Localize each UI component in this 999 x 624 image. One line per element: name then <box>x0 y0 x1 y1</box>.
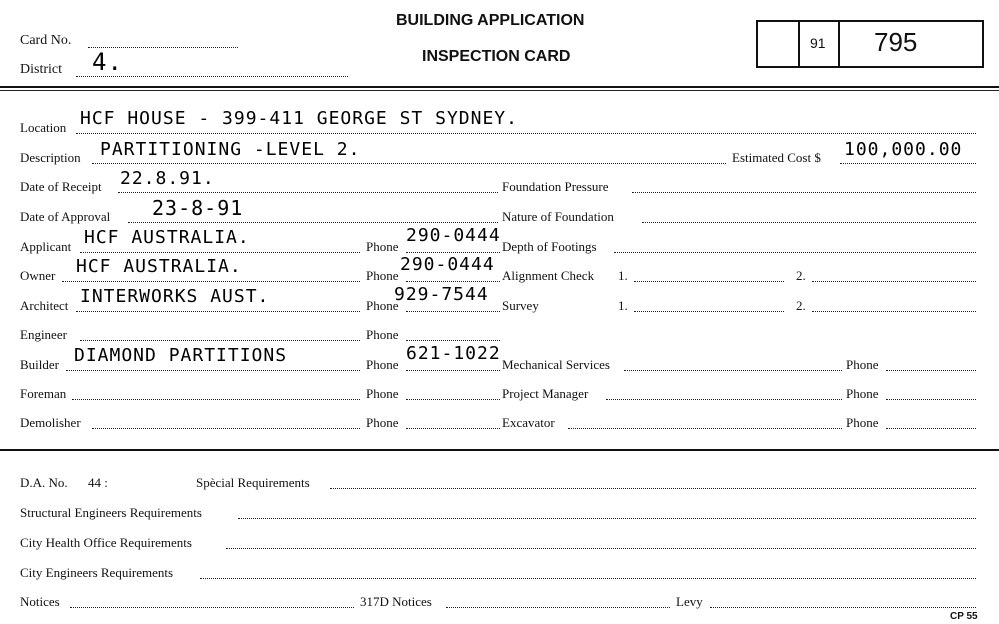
depth-footings-field[interactable] <box>614 252 976 253</box>
alignment-2-label: 2. <box>796 268 806 283</box>
levy-field[interactable] <box>710 607 976 608</box>
demolisher-field[interactable] <box>92 428 360 429</box>
foreman-phone-field[interactable] <box>406 399 500 400</box>
foundation-pressure-label: Foundation Pressure <box>502 179 609 194</box>
architect-phone-value: 929-7544 <box>394 284 489 305</box>
mechanical-phone-label: Phone <box>846 357 879 372</box>
health-field[interactable] <box>226 548 976 549</box>
receipt-value: 22.8.91. <box>120 168 215 189</box>
excavator-field[interactable] <box>568 428 842 429</box>
mechanical-phone-field[interactable] <box>886 370 976 371</box>
da-label: D.A. No. <box>20 475 68 490</box>
card-prefix: 91 <box>810 35 826 51</box>
notices-317d-label: 317D Notices <box>360 594 432 609</box>
location-value: HCF HOUSE - 399-411 GEORGE ST SYDNEY. <box>80 108 518 129</box>
special-label: Spècial Requirements <box>196 475 310 490</box>
card-number-box <box>756 20 984 68</box>
foreman-label: Foreman <box>20 386 67 401</box>
project-manager-label: Project Manager <box>502 386 589 401</box>
form-code: CP 55 <box>950 611 978 622</box>
architect-phone-label: Phone <box>366 298 399 313</box>
card-title-line1: BUILDING APPLICATION <box>396 12 585 29</box>
city-engineers-field[interactable] <box>200 578 976 579</box>
structural-field[interactable] <box>238 518 976 519</box>
city-engineers-label: City Engineers Requirements <box>20 565 174 580</box>
header-divider <box>0 86 999 88</box>
owner-phone-field[interactable] <box>406 281 500 282</box>
receipt-field[interactable] <box>118 192 498 193</box>
card-number: 795 <box>874 27 918 57</box>
da-value: 44 : <box>88 475 108 490</box>
applicant-phone-field[interactable] <box>406 252 500 253</box>
estimated-cost-value: 100,000.00 <box>844 139 963 160</box>
builder-phone-field[interactable] <box>406 370 500 371</box>
structural-label: Structural Engineers Requirements <box>20 505 202 520</box>
district-field[interactable] <box>76 76 348 77</box>
applicant-label: Applicant <box>20 239 72 254</box>
alignment-label: Alignment Check <box>502 268 595 283</box>
demolisher-label: Demolisher <box>20 415 81 430</box>
mechanical-label: Mechanical Services <box>502 357 610 372</box>
alignment-1-label: 1. <box>618 268 628 283</box>
builder-value: DIAMOND PARTITIONS <box>74 345 288 366</box>
requirements-divider <box>0 449 999 451</box>
notices-317d-field[interactable] <box>446 607 670 608</box>
health-label: City Health Office Requirements <box>20 535 192 550</box>
engineer-phone-field[interactable] <box>406 340 500 341</box>
survey-2-field[interactable] <box>812 311 976 312</box>
nature-foundation-label: Nature of Foundation <box>502 209 614 224</box>
foreman-field[interactable] <box>72 399 360 400</box>
applicant-field[interactable] <box>80 252 360 253</box>
mechanical-field[interactable] <box>624 370 842 371</box>
foundation-pressure-field[interactable] <box>632 192 976 193</box>
survey-1-label: 1. <box>618 298 628 313</box>
district-label: District <box>20 62 62 77</box>
nature-foundation-field[interactable] <box>642 222 976 223</box>
owner-phone-value: 290-0444 <box>400 254 495 275</box>
survey-2-label: 2. <box>796 298 806 313</box>
survey-1-field[interactable] <box>634 311 784 312</box>
engineer-field[interactable] <box>80 340 360 341</box>
survey-label: Survey <box>502 298 539 313</box>
excavator-phone-field[interactable] <box>886 428 976 429</box>
project-manager-field[interactable] <box>606 399 842 400</box>
owner-value: HCF AUSTRALIA. <box>76 256 242 277</box>
notices-label: Notices <box>20 594 60 609</box>
description-label: Description <box>20 150 81 165</box>
engineer-phone-label: Phone <box>366 327 399 342</box>
owner-label: Owner <box>20 268 56 283</box>
builder-phone-label: Phone <box>366 357 399 372</box>
description-field[interactable] <box>92 163 726 164</box>
owner-phone-label: Phone <box>366 268 399 283</box>
approval-label: Date of Approval <box>20 209 111 224</box>
engineer-label: Engineer <box>20 327 67 342</box>
applicant-value: HCF AUSTRALIA. <box>84 227 250 248</box>
location-label: Location <box>20 120 67 135</box>
project-manager-phone-field[interactable] <box>886 399 976 400</box>
architect-value: INTERWORKS AUST. <box>80 286 270 307</box>
builder-label: Builder <box>20 357 59 372</box>
description-value: PARTITIONING -LEVEL 2. <box>100 139 361 160</box>
architect-phone-field[interactable] <box>406 311 500 312</box>
district-value: 4. <box>92 48 123 76</box>
location-field[interactable] <box>76 133 976 134</box>
applicant-phone-label: Phone <box>366 239 399 254</box>
architect-field[interactable] <box>76 311 360 312</box>
levy-label: Levy <box>676 594 703 609</box>
project-manager-phone-label: Phone <box>846 386 879 401</box>
builder-phone-value: 621-1022 <box>406 343 501 364</box>
approval-field[interactable] <box>128 222 498 223</box>
approval-value: 23-8-91 <box>152 196 244 220</box>
card-no-label: Card No. <box>20 33 72 48</box>
card-title-line2: INSPECTION CARD <box>422 48 571 65</box>
builder-field[interactable] <box>66 370 360 371</box>
estimated-cost-field[interactable] <box>840 163 976 164</box>
demolisher-phone-label: Phone <box>366 415 399 430</box>
demolisher-phone-field[interactable] <box>406 428 500 429</box>
estimated-cost-label: Estimated Cost $ <box>732 150 821 165</box>
notices-field[interactable] <box>70 607 354 608</box>
alignment-1-field[interactable] <box>634 281 784 282</box>
header-divider-inner <box>0 90 999 91</box>
special-field[interactable] <box>330 488 976 489</box>
excavator-label: Excavator <box>502 415 555 430</box>
excavator-phone-label: Phone <box>846 415 879 430</box>
applicant-phone-value: 290-0444 <box>406 225 501 246</box>
depth-footings-label: Depth of Footings <box>502 239 597 254</box>
owner-field[interactable] <box>62 281 360 282</box>
receipt-label: Date of Receipt <box>20 179 102 194</box>
foreman-phone-label: Phone <box>366 386 399 401</box>
architect-label: Architect <box>20 298 69 313</box>
alignment-2-field[interactable] <box>812 281 976 282</box>
